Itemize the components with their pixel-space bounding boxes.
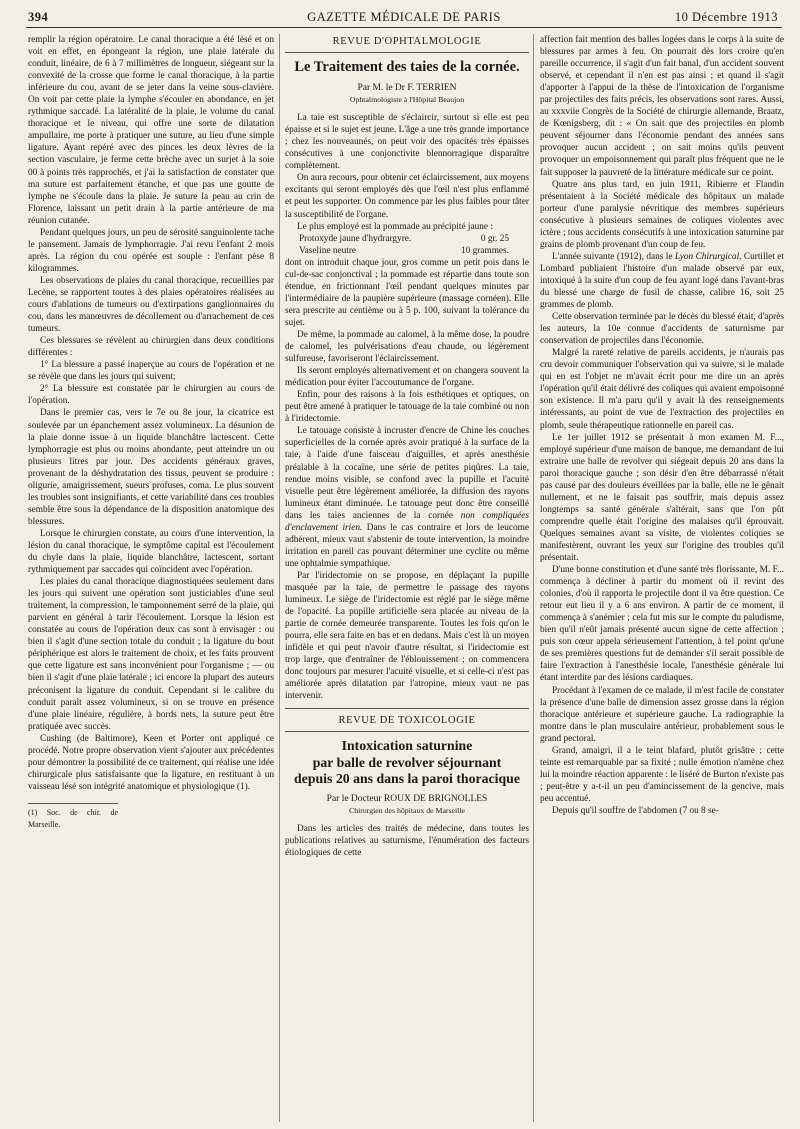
author-affiliation: Chirurgien des hôpitaux de Marseille: [349, 806, 465, 816]
paragraph: D'une bonne constitution et d'une santé très florissante, M. F... commença à décliner à partir du moment où il revint des colonies, d'où il rapporta le projectile dont il va être question. Ce retour eut lieu il y a 6 ans environ. A partir de ce moment, il commença à s'anémier ; cela fut mis sur le compte du paludisme, bien qu'il n'eût jamais présenté aucun signe de cette affection ; puis son cœur appela sérieusement l'attention, à tel point qu'une de ses premières questions fut de demander s'il serait possible de faire l'extraction à l'anesthésie locale, l'anesthésie générale lui étant interdite par des lésions cardiaques.: [540, 565, 784, 684]
column-divider: [279, 34, 280, 1122]
paragraph: [285, 425, 529, 570]
paragraph: Les observations de plaies du canal thoracique, recueillies par Lecène, se rapportent toutes à des plaies opératoires réalisées au cours d'ablations de tumeurs ou d'extirpations ganglionnaires du cou, dans les manœuvres de décollement ou d'arrachement de ces tumeurs.: [28, 275, 274, 335]
formula-ingredient: Vaseline neutre: [299, 245, 357, 256]
paragraph: Cushing (de Baltimore), Keen et Porter ont appliqué ce procédé. Notre propre observation vient s'ajouter aux précédentes pour démontrer la possibilité de ce traitement, qui réalise une idée chirurgicale plus satisfaisante que la ligature, en restituant à un vaisseau lésé son intégrité anatomique et physiologique (1).: [28, 733, 274, 792]
paragraph: Pendant quelques jours, un peu de sérosité sanguinolente tache le pansement. Jamais de lymphorragie. J'ai revu l'enfant 2 mois après. La région du cou opérée est souple : l'enfant pèse 8 kilogrammes.: [28, 227, 274, 274]
prescription-line: [285, 233, 529, 245]
paragraph: Dans les articles des traités de médecine, dans toutes les publications relatives au saturnisme, l'énumération des facteurs étiologiques de cette: [285, 824, 529, 859]
paragraph: Ces blessures se révèlent au chirurgien dans deux conditions différentes :: [28, 336, 274, 359]
text-run: L'année suivante (1912), dans le: [552, 251, 673, 262]
paragraph: Grand, amaigri, il a le teint blafard, plutôt grisâtre ; cette teinte est remarquable par sa fixité ; nulle émotion n'amène chez lui la moindre réaction apparente : le liséré de Burton n'existe pas ; peut-être y a-t-il un peu d'amincissement de la gencive, mais peu accentué.: [540, 745, 784, 804]
paragraph: Malgré la rareté relative de pareils accidents, je n'aurais pas cru devoir communiquer l'observation qui va suivre, si le malade qui en est l'objet ne m'avait écrit pour me dire un an après l'opération qu'il était délivré des coliques qui avaient empoisonné son existence. Il m'a paru qu'il y avait là des renseignements intéressants, au point de vue de l'extraction des projectiles en plomb, seule thérapeutique rationnelle en pareil cas.: [540, 348, 784, 431]
formula-quantity: 0 gr. 25: [480, 233, 509, 244]
paragraph: Le plus employé est la pommade au précipité jaune :: [297, 221, 493, 232]
paragraph: dont on introduit chaque jour, gros comme un petit pois dans le cul-de-sac conjonctival ; la pommade est répartie dans toute son étendue, en frictionnant l'œil pendant quelques minutes par l'intermédiaire de la paupière supérieure (massage cornéen). Elle sera prescrite au centième ou à 5 p. 100, suivant la tolérance du sujet.: [285, 257, 529, 328]
paragraph: Depuis qu'il souffre de l'abdomen (7 ou 8 se-: [552, 806, 719, 816]
text-run: Curtillet et Lombard publiaient l'histoire d'un malade observé par eux, intoxiqué à la suite d'un coup de feu ayant logé dans l'avant-bras du blessé une charge de fusil de chasse, calibre 16, soit 25 grammes de plomb.: [540, 251, 784, 311]
prescription-line: [285, 245, 529, 257]
paragraph: Cette observation terminée par le décès du blessé était, d'après les auteurs, la 10e connue d'accidents de saturnisme par conservation de projectiles dans l'économie.: [540, 312, 784, 347]
formula-quantity: 10 grammes.: [460, 245, 509, 256]
header-rule: [26, 27, 782, 28]
title-line: Intoxication saturnine: [341, 738, 473, 754]
paragraph: Par l'iridectomie on se propose, en déplaçant la pupille masquée par la taie, de permettre le passage des rayons lumineux. Le siège de l'iridectomie est réglé par le siège même de l'opacité. La pupille artificielle sera placée au niveau de la partie de cornée demeurée transparente. Toutes les fois qu'on le pourra, elle sera faite en bas et en dedans. Mais c'est là un moyen infidèle et qui peut n'avoir d'autre résultat, si l'iridectomie est trop large, que d'entraîner de l'éblouissement ; on commencera donc toujours par mesurer l'acuité visuelle, et si celle-ci n'est pas améliorée après dilatation par l'atropine, mieux vaut ne pas intervenir.: [285, 570, 529, 702]
paragraph: Dans le premier cas, vers le 7e ou 8e jour, la cicatrice est soulevée par un épanchement assez volumineux. La désunion de la plaie donne issue à un liquide blanchâtre lactescent. Cette lymphorragie est plus ou moins abondante, peut atteindre un ou plusieurs litres par jour. Des accidents généraux graves, provenant de la déshydratation des tissus, peuvent se produire : oligurie, amaigrissement, sueurs profuses, coma. Le plus souvent les troubles sont insignifiants, et cette variabilité dans ces troubles semble être sous la dépendance de la disposition anatomique des blessures.: [28, 408, 274, 527]
article-title: Le Traitement des taies de la cornée.: [285, 52, 529, 76]
paragraph: Ils seront employés alternativement et on changera souvent la médication pour éviter l'accoutumance de l'organe.: [285, 366, 529, 389]
paragraph: 1° La blessure a passé inaperçue au cours de l'opération et ne se révèle que dans les jours qui suivent;: [28, 360, 274, 383]
paragraph: De même, la pommade au calomel, à la même dose, la poudre de calomel, les pulvérisations d'eau chaude, ou légèrement sulfureuse, favoriseront l'éclaircissement.: [285, 329, 529, 365]
paragraph: remplir la région opératoire. Le canal thoracique a été lésé et on voit en effet, en épongeant la région, une plaie latérale du conduit, linéaire, de 6 à 7 millimètres de longueur, siégeant sur la convexité de la crosse que forme le canal thoracique, à la partie inférieure du cou, avant de se jeter dans la veine sous-clavière. On voit par cette plaie la lymphe s'écouler en abondance, en jet rythmique saccadé. La latéralité de la plaie, le volume du canal thoracique et le niveau, qui offre une sorte de dilatation ampullaire, me porte à pratiquer une suture, au lieu d'une simple ligature. Ayant repéré avec des pinces les deux lèvres de la section vasculaire, je ferme cette brèche avec un surjet à la soie 00 à points très rapprochés, et j'ai la satisfaction de constater que ma suture est parfaitement étanche, et que pas une goutte de lymphe ne s'écoule dans la plaie. Je suture la peau au crin de Florence, laissant un petit drain à la partie antérieure de ma réunion cutanée.: [28, 35, 274, 226]
article-author: Par le Docteur ROUX DE BRIGNOLLES: [326, 793, 488, 804]
section-heading: REVUE D'OPHTALMOLOGIE: [332, 36, 482, 47]
paragraph: Le 1er juillet 1912 se présentait à mon examen M. F..., employé supérieur d'une maison de banque, me demandant de lui extraire une balle de revolver qui siégeait depuis 20 ans dans la paroi thoracique gauche ; son désir d'en être débarrassé n'était pas causé par des douleurs éveillées par la balle, elle ne le gênait nullement, et ne le faisait pas souffrir, mais depuis assez longtemps sa santé générale s'altérait, sans que l'on pût comprendre quelle était l'origine des malaises qu'il éprouvait. Quelques semaines avant sa visite, de violentes coliques se manifestèrent, ouvrant les yeux sur l'origine des troubles qu'il présentait.: [540, 432, 784, 564]
paragraph: Quatre ans plus tard, en juin 1911, Ribierre et Flandin présentaient à la Société médicale des hôpitaux un malade porteur d'une paralysie névritique des membres supérieurs consécutive à plusieurs semaines de coliques violentes avec ictère ; tous accidents consécutifs à une intoxication saturnine par grains de plomb provenant d'un coup de feu.: [540, 179, 784, 250]
paragraph: La taie est susceptible de s'éclaircir, surtout si elle est peu épaisse et si le sujet est jeune. L'âge a une très grande importance ; chez les nouveaunés, on peut voir des opacités très épaisses consécutives à une conjonctivite blennorragique disparaître complètement.: [285, 113, 529, 172]
issue-date: 10 Décembre 1913: [674, 10, 778, 24]
paragraph: [540, 251, 784, 311]
italic-text: non compliquées d'enclavement irien.: [285, 510, 529, 533]
page-number: 394: [28, 10, 49, 24]
article-author: Par M. le Dr F. TERRIEN: [357, 83, 457, 94]
paragraph: Enfin, pour des raisons à la fois esthétiques et optiques, on peut être amené à pratiquer le tatouage de la taie combiné ou non à l'iridectomie.: [285, 390, 529, 425]
paragraph: Procédant à l'examen de ce malade, il m'est facile de constater la présence d'une balle de dimension assez grosse dans la région thoracique antérieure et supérieure gauche. La radiographie la montre dans le plan musculaire antérieur, probablement sous le grand pectoral.: [540, 685, 784, 744]
text-run: Le tatouage consiste à incruster d'encre de Chine les couches superficielles de la cornée après avoir pratiqué à la surface de la taie, à l'aide d'une faisceau d'aiguilles, et après anesthésie préalable à la cocaïne, une série de petites piqûres. La taie, rendue moins visible, se confond avec la pupille et l'acuité visuelle peut être légèrement améliorée, la diffusion des rayons lumineux étant diminuée. Le tatouage peut donc être conseillé dans les taies anciennes de la cornée: [285, 426, 529, 521]
paragraph: affection fait mention des balles logées dans le corps à la suite de blessures par armes à feu. On pourrait dès lors croire qu'en pareille occurrence, il s'agit d'un fait banal, d'un accident souvent observé, et cependant il n'en est pas ainsi ; et quand il s'agit d'apporter à l'appui de la thèse de l'intoxication de l'organisme par projectiles des faits précis, les observations sont rares. Aussi, au xxxviie Congrès de la Société de chirurgie allemande, Braatz, de Kœnigsberg, dit : « On sait que des projectiles en plomb peuvent séjourner dans l'économie pendant des années sans provoquer aucun accident ; on sait moins qu'ils peuvent provoquer un empoisonnement qui paraît plus fréquent que ne le fait supposer la pauvreté de la littérature médicale sur ce point.: [540, 35, 784, 178]
column-middle: [285, 34, 529, 1124]
column-divider: [533, 34, 534, 1122]
paragraph: Les plaies du canal thoracique diagnostiquées seulement dans les jours qui suivent une opération sont justiciables d'une seul traitement, la compression, le tamponnement serré de la plaie, qui parvient en général à tarir l'écoulement. Lorsque la lésion est constatée au cours de l'opération deux cas sont à envisager : ou bien il s'agit d'une section totale du conduit ; la ligature du bout périphérique est alors le traitement de choix, et les faits prouvent que cette ligature est sans inconvénient pour l'organisme ; — ou bien il s'agit d'une plaie latérale ; ici encore la plupart des auteurs préconisent la ligature du conduit. Cependant si le calibre du conduit paraît assez volumineux, si on se trouve en présence d'une plaie linéaire, régulière, à bords nets, la suture peut être pratiquée avec succès.: [28, 577, 274, 732]
italic-text: Lyon Chirurgical,: [674, 251, 742, 262]
title-line: par balle de revolver séjournant: [312, 754, 502, 770]
paragraph: 2° La blessure est constatée par le chirurgien au cours de l'opération.: [28, 384, 274, 407]
section-heading: REVUE DE TOXICOLOGIE: [285, 708, 529, 727]
page-header: [26, 6, 782, 28]
text-run: Dans le cas contraire et lors de leucome adhérent, mieux vaut s'abstenir de toute intervention, la moindre irritation en pareil cas pouvant déterminer une cyclite ou même une ophtalmie sympathique.: [285, 522, 529, 569]
paragraph: Lorsque le chirurgien constate, au cours d'une intervention, la lésion du canal thoracique, le symptôme capital est l'écoulement du chyle dans la plaie, liquide blanchâtre, lactescent, sortant rythmiquement par saccades qui coïncident avec l'opération.: [28, 528, 274, 576]
journal-title: GAZETTE MÉDICALE DE PARIS: [307, 10, 501, 24]
paragraph: On aura recours, pour obtenir cet éclaircissement, aux moyens excitants qui seront employés dès que l'œil n'est plus enflammé et peut les supporter. On commence par les plus faibles pour tâter la susceptibilité de l'organe.: [285, 173, 529, 220]
column-right: [540, 34, 784, 1124]
author-affiliation: Ophtalmologiste à l'Hôpital Beaujon: [349, 95, 465, 105]
title-line: depuis 20 ans dans la paroi thoracique: [294, 771, 520, 787]
footnote: (1) Soc. de chir. de Marseille.: [28, 803, 118, 831]
formula-ingredient: Protoxyde jaune d'hydrargyre.: [299, 233, 412, 244]
column-left: [28, 34, 274, 1124]
article-title: [285, 731, 529, 788]
